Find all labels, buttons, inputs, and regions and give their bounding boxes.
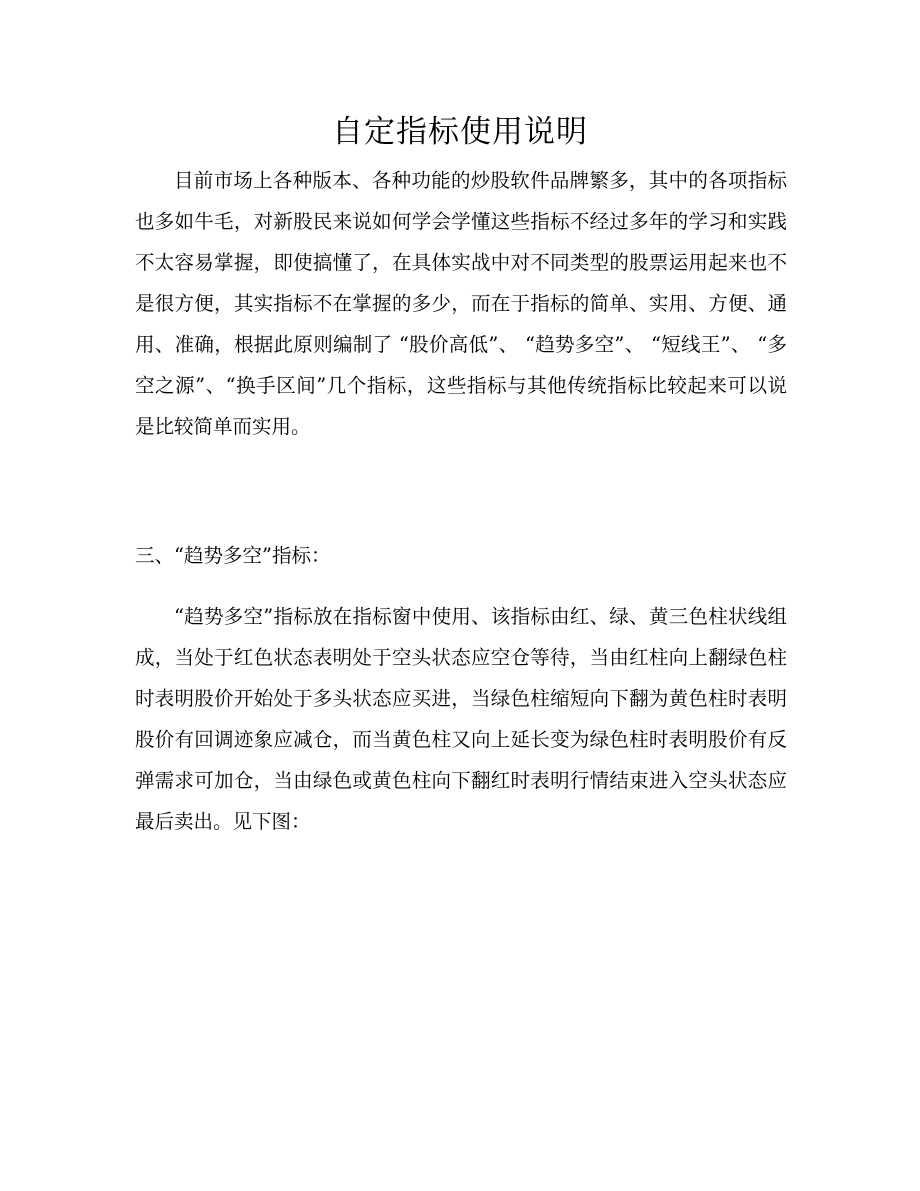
section-paragraph: “趋势多空”指标放在指标窗中使用、该指标由红、绿、黄三色柱状线组成，当处于红色状态表明处于空头状态应空仓等待，当由红柱向上翻绿色柱时表明股价开始处于多头状态应买进，当绿色柱缩短向下翻为黄色柱时表明股价有回调迹象应减仓，而当黄色柱又向上延长变为绿色柱时表明股价有反弹需求可加仓，当由绿色或黄色柱向下翻红时表明行情结束进入空头状态应最后卖出。见下图：: [135, 605, 787, 833]
document-title: 自定指标使用说明: [332, 114, 588, 150]
section-heading: 三、“趋势多空”指标：: [135, 544, 331, 567]
intro-paragraph: 目前市场上各种版本、各种功能的炒股软件品牌繁多，其中的各项指标也多如牛毛，对新股民来说如何学会学懂这些指标不经过多年的学习和实践不太容易掌握，即使搞懂了，在具体实战中对不同类型的股票运用起来也不是很方便，其实指标不在掌握的多少，而在于指标的简单、实用、方便、通用、准确，根据此原则编制了 “股价高低”、 “趋势多空”、 “短线王”、 “多空之源”、“换手区间”几个指标，这些指标与其他传统指标比较起来可以说是比较简单而实用。: [135, 169, 787, 438]
